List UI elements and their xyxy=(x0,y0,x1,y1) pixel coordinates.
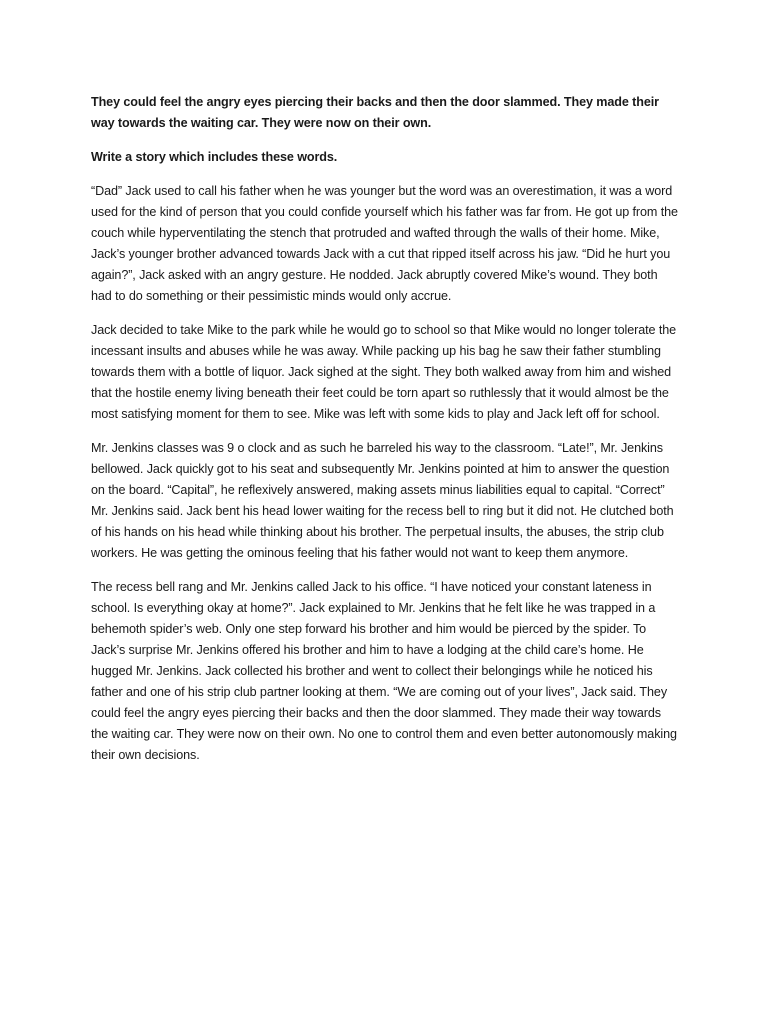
story-prompt: They could feel the angry eyes piercing their backs and then the door slammed. They made their way towards the waiting car. They were now on their own. xyxy=(91,95,659,130)
story-paragraph-4: The recess bell rang and Mr. Jenkins called Jack to his office. “I have noticed your constant lateness in school. Is everything okay at home?”. Jack explained to Mr. Jenkins that he felt like he was trapped in a behemoth spider’s web. Only one step forward his brother and him would be pierced by the spider. To Jack’s surprise Mr. Jenkins offered his brother and him to have a lodging at the child care’s home. He hugged Mr. Jenkins. Jack collected his brother and went to collect their belongings while he noticed his father and one of his strip club partner looking at them. “We are coming out of your lives”, Jack said. They could feel the angry eyes piercing their backs and then the door slammed. They made their way towards the waiting car. They were now on their own. No one to control them and even better autonomously making their own decisions. xyxy=(91,580,677,762)
document-page xyxy=(91,92,681,779)
story-paragraph-1: “Dad” Jack used to call his father when he was younger but the word was an overestimation, it was a word used for the kind of person that you could confide yourself which his father was far from. He got up from the couch while hyperventilating the stench that protruded and wafted through the walls of their home. Mike, Jack’s younger brother advanced towards Jack with a cut that ripped itself across his jaw. “Did he hurt you again?”, Jack asked with an angry gesture. He nodded. Jack abruptly covered Mike’s wound. They both had to do something or their pessimistic minds would only accrue. xyxy=(91,184,678,303)
story-paragraph-3: Mr. Jenkins classes was 9 o clock and as such he barreled his way to the classroom. “Late!”, Mr. Jenkins bellowed. Jack quickly got to his seat and subsequently Mr. Jenkins pointed at him to answer the question on the board. “Capital”, he reflexively answered, making assets minus liabilities equal to capital. “Correct” Mr. Jenkins said. Jack bent his head lower waiting for the recess bell to ring but it did not. He clutched both of his hands on his head while thinking about his brother. The perpetual insults, the abuses, the strip club workers. He was getting the ominous feeling that his father would not want to keep them anymore. xyxy=(91,441,674,560)
story-paragraph-2: Jack decided to take Mike to the park while he would go to school so that Mike would no longer tolerate the incessant insults and abuses while he was away. While packing up his bag he saw their father stumbling towards them with a bottle of liquor. Jack sighed at the sight. They both walked away from him and wished that the hostile enemy living beneath their feet could be torn apart so ruthlessly that it would almost be the most satisfying moment for them to see. Mike was left with some kids to play and Jack left off for school. xyxy=(91,323,677,421)
story-instruction: Write a story which includes these words. xyxy=(91,150,338,164)
